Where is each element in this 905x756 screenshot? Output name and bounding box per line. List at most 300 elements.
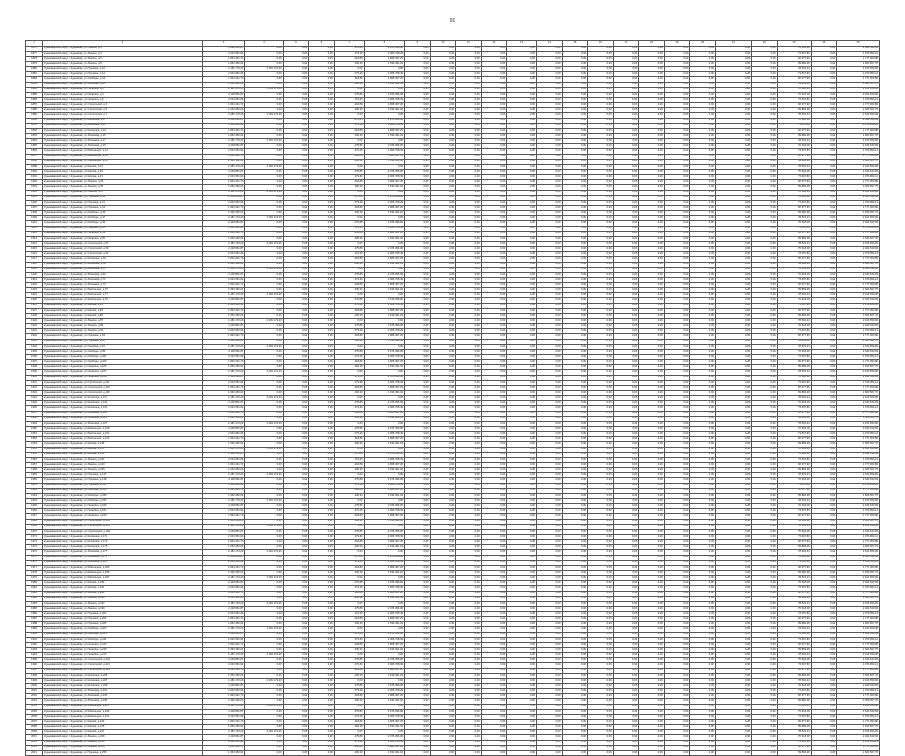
value-cell: 0,00 xyxy=(639,200,665,205)
value-cell: 0,00 xyxy=(537,339,563,344)
value-cell: 0,00 xyxy=(405,293,431,298)
address-cell: Кудымкарский округ, г.Кудымкар, ул.Строителей, д.221 xyxy=(43,663,203,668)
value-cell: 0,00 xyxy=(309,56,335,61)
value-cell: 0,00 xyxy=(664,355,690,360)
value-cell: 0,00 xyxy=(283,740,309,745)
value-cell: 0,00 xyxy=(613,684,639,689)
value-cell: 0,00 xyxy=(245,46,283,51)
address-cell: Кудымкарский округ, г.Кудымкар, ул.Ленина, д.5 xyxy=(43,56,203,61)
value-cell: 0,00 xyxy=(752,355,778,360)
value-cell: 0,00 xyxy=(811,689,837,694)
address-cell: Кудымкарский округ, г.Кудымкар, ул.Революции, д.129 xyxy=(43,427,203,432)
value-cell: 0,00 xyxy=(405,529,431,534)
value-cell: 0,00 xyxy=(562,391,588,396)
value-cell: 0,00 xyxy=(613,570,639,575)
value-cell: 0,00 xyxy=(245,391,283,396)
value-cell: 0,00 xyxy=(588,365,614,370)
value-cell: 0,00 xyxy=(430,684,456,689)
address-cell: Кудымкарский округ, г.Кудымкар, ул.Ленина, д.3 xyxy=(43,51,203,56)
value-cell: 0,00 xyxy=(690,195,716,200)
value-cell: 0,00 xyxy=(664,406,690,411)
value-cell: 0,00 xyxy=(481,534,507,539)
value-cell: 0,00 xyxy=(562,750,588,755)
value-cell: 1 808 467,25 xyxy=(364,565,404,570)
value-cell: 0,00 xyxy=(456,247,482,252)
row-number-cell: 1880 xyxy=(26,67,43,72)
value-cell: 73 607,80 xyxy=(777,560,811,565)
value-cell: 0,00 xyxy=(507,678,537,683)
value-cell: 0,00 xyxy=(481,344,507,349)
value-cell: 1 603 567,76 xyxy=(837,185,880,190)
value-cell: 1 630 461,94 xyxy=(364,62,404,67)
value-cell: 0,00 xyxy=(283,349,309,354)
value-cell: 0,00 xyxy=(456,534,482,539)
value-cell: 0,00 xyxy=(405,550,431,555)
value-cell: 1 777 063,80 xyxy=(837,154,880,159)
value-cell: 0,00 xyxy=(405,648,431,653)
value-cell: 0,00 xyxy=(752,175,778,180)
row-number-cell: 1985 xyxy=(26,606,43,611)
value-cell: 0,00 xyxy=(481,360,507,365)
value-cell: 0,00 xyxy=(283,272,309,277)
value-cell: 0,00 xyxy=(715,750,751,755)
value-cell: 0,00 xyxy=(811,653,837,658)
value-cell: 0,00 xyxy=(405,678,431,683)
value-cell: 0,00 xyxy=(430,128,456,133)
value-cell: 0,00 xyxy=(481,637,507,642)
value-cell: 473,46 xyxy=(334,689,364,694)
value-cell: 0,00 xyxy=(309,735,335,740)
value-cell: 0,00 xyxy=(507,416,537,421)
value-cell: 0,00 xyxy=(481,288,507,293)
value-cell: 0,00 xyxy=(309,725,335,730)
value-cell: 0,00 xyxy=(752,154,778,159)
value-cell: 0,00 xyxy=(309,519,335,524)
value-cell: 0,00 xyxy=(690,632,716,637)
value-cell: 1 808 467,25 xyxy=(364,334,404,339)
value-cell: 0,00 xyxy=(562,570,588,575)
value-cell: 400,30 xyxy=(334,133,364,138)
value-cell: 1 808 467,25 xyxy=(364,617,404,622)
value-cell: 2 102 650,96 xyxy=(837,87,880,92)
value-cell: 0,00 xyxy=(690,169,716,174)
value-cell: 0,00 xyxy=(715,457,751,462)
value-cell: 0,00 xyxy=(456,175,482,180)
value-cell: 66 377,90 xyxy=(777,205,811,210)
address-cell: Кудымкарский округ, г.Кудымкар, ул.Ленина, д.87 xyxy=(43,319,203,324)
value-cell: 0,00 xyxy=(639,283,665,288)
value-cell: 0,00 xyxy=(537,175,563,180)
address-cell: Кудымкарский округ, г.Кудымкар, ул.Революции, д.25 xyxy=(43,159,203,164)
value-cell: 0,00 xyxy=(715,560,751,565)
value-cell: 0,00 xyxy=(664,118,690,123)
value-cell: 0,00 xyxy=(811,216,837,221)
value-cell: 0,00 xyxy=(664,82,690,87)
value-cell: 2 076 396,96 xyxy=(364,606,404,611)
value-cell: 0,00 xyxy=(562,288,588,293)
value-cell: 0,00 xyxy=(715,144,751,149)
value-cell: 0,00 xyxy=(283,498,309,503)
value-cell: 0,00 xyxy=(364,678,404,683)
value-cell: 0,00 xyxy=(430,226,456,231)
value-cell: 473,46 xyxy=(334,51,364,56)
value-cell: 1 843 441,70 xyxy=(202,565,245,570)
value-cell: 0,00 xyxy=(639,684,665,689)
value-cell: 0,00 xyxy=(639,262,665,267)
row-number-cell: 1949 xyxy=(26,421,43,426)
value-cell: 0,00 xyxy=(245,720,283,725)
value-cell: 0,00 xyxy=(507,725,537,730)
value-cell: 0,00 xyxy=(405,360,431,365)
value-cell: 0,00 xyxy=(811,180,837,185)
value-cell: 2 042 543,69 xyxy=(837,46,880,51)
value-cell: 0,00 xyxy=(309,648,335,653)
value-cell: 0,00 xyxy=(537,396,563,401)
value-cell: 418,89 xyxy=(334,591,364,596)
value-cell: 0,00 xyxy=(283,750,309,755)
value-cell: 2 118 861,87 xyxy=(202,375,245,380)
value-cell: 0,00 xyxy=(283,180,309,185)
value-cell: 0,00 xyxy=(537,427,563,432)
value-cell: 473,46 xyxy=(334,714,364,719)
value-cell: 0,00 xyxy=(245,493,283,498)
value-cell: 1 970 954,14 xyxy=(837,226,880,231)
value-cell: 418,89 xyxy=(334,283,364,288)
row-number-cell: 1974 xyxy=(26,550,43,555)
value-cell: 0,00 xyxy=(715,380,751,385)
value-cell: 0,00 xyxy=(245,98,283,103)
value-cell: 0,00 xyxy=(430,221,456,226)
value-cell: 0,00 xyxy=(613,113,639,118)
address-cell: Кудымкарский округ, г.Кудымкар, ул.Ленина, д.1 xyxy=(43,46,203,51)
value-cell: 0,00 xyxy=(639,92,665,97)
value-cell: 0,00 xyxy=(507,457,537,462)
value-cell: 0,00 xyxy=(283,195,309,200)
value-cell: 0,00 xyxy=(715,416,751,421)
row-number-cell: 1964 xyxy=(26,498,43,503)
value-cell: 1 970 954,14 xyxy=(837,509,880,514)
value-cell: 0,00 xyxy=(664,98,690,103)
value-cell: 0,00 xyxy=(588,606,614,611)
value-cell: 0,00 xyxy=(639,180,665,185)
value-cell: 0,00 xyxy=(562,303,588,308)
value-cell: 0,00 xyxy=(752,406,778,411)
value-cell: 0,00 xyxy=(664,478,690,483)
value-cell: 2 181 173,20 xyxy=(202,396,245,401)
value-cell: 0,00 xyxy=(309,622,335,627)
value-cell: 1 630 461,94 xyxy=(364,185,404,190)
value-cell: 0,00 xyxy=(811,534,837,539)
value-cell: 475,86 xyxy=(334,195,364,200)
value-cell: 2 006 708,49 xyxy=(364,714,404,719)
row-number-cell: 1905 xyxy=(26,195,43,200)
value-cell: 0,00 xyxy=(752,380,778,385)
value-cell: 0,00 xyxy=(639,740,665,745)
value-cell: 0,00 xyxy=(283,576,309,581)
value-cell: 78 522,24 xyxy=(777,498,811,503)
value-cell: 2 102 650,96 xyxy=(837,524,880,529)
value-cell: 0,00 xyxy=(481,493,507,498)
value-cell: 0,00 xyxy=(283,267,309,272)
value-cell: 0,00 xyxy=(664,149,690,154)
value-cell: 0,00 xyxy=(562,740,588,745)
value-cell: 0,00 xyxy=(613,139,639,144)
value-cell: 0,00 xyxy=(664,293,690,298)
value-cell: 0,00 xyxy=(405,658,431,663)
address-cell: Кудымкарский округ, г.Кудымкар, ул.Лихачева, д.73 xyxy=(43,283,203,288)
value-cell: 1 630 461,94 xyxy=(364,391,404,396)
value-cell: 0,00 xyxy=(481,180,507,185)
value-cell: 0,00 xyxy=(690,370,716,375)
value-cell: 0,00 xyxy=(562,745,588,750)
value-cell: 0,00 xyxy=(588,236,614,241)
value-cell: 0,00 xyxy=(430,308,456,313)
value-cell: 0,00 xyxy=(613,205,639,210)
value-cell: 0,00 xyxy=(309,632,335,637)
address-cell: Кудымкарский округ, г.Кудымкар, ул.Строителей, д.169 xyxy=(43,529,203,534)
value-cell: 0,00 xyxy=(283,483,309,488)
value-cell: 2 118 861,87 xyxy=(202,658,245,663)
value-cell: 2 181 173,20 xyxy=(202,344,245,349)
value-cell: 0,00 xyxy=(456,154,482,159)
value-cell: 0,00 xyxy=(507,488,537,493)
value-cell: 0,00 xyxy=(639,648,665,653)
value-cell: 0,00 xyxy=(283,529,309,534)
value-cell: 0,00 xyxy=(405,103,431,108)
value-cell: 0,00 xyxy=(811,257,837,262)
value-cell: 0,00 xyxy=(430,694,456,699)
value-cell: 0,00 xyxy=(456,51,482,56)
value-cell: 0,00 xyxy=(664,185,690,190)
value-cell: 0,00 xyxy=(752,391,778,396)
value-cell: 0,00 xyxy=(752,735,778,740)
value-cell: 0,00 xyxy=(690,606,716,611)
value-cell: 1 843 441,70 xyxy=(202,642,245,647)
value-cell: 0,00 xyxy=(481,313,507,318)
value-cell: 0,00 xyxy=(639,658,665,663)
value-cell: 475,86 xyxy=(334,118,364,123)
value-cell: 0,00 xyxy=(283,586,309,591)
value-cell: 0,00 xyxy=(430,339,456,344)
value-cell: 0,00 xyxy=(405,262,431,267)
value-cell: 0,00 xyxy=(613,216,639,221)
value-cell: 0,00 xyxy=(588,180,614,185)
value-cell: 0,00 xyxy=(664,123,690,128)
value-cell: 473,46 xyxy=(334,355,364,360)
value-cell: 0,00 xyxy=(430,421,456,426)
value-cell: 0,00 xyxy=(507,149,537,154)
value-cell: 0,00 xyxy=(405,694,431,699)
value-cell: 2 118 861,87 xyxy=(202,349,245,354)
value-cell: 0,00 xyxy=(752,303,778,308)
value-cell: 0,00 xyxy=(430,236,456,241)
value-cell: 2 044 561,94 xyxy=(202,534,245,539)
value-cell: 0,00 xyxy=(537,406,563,411)
value-cell: 0,00 xyxy=(481,632,507,637)
value-cell: 0,00 xyxy=(715,421,751,426)
value-cell: 0,00 xyxy=(690,642,716,647)
value-cell: 0,00 xyxy=(613,699,639,704)
row-number-cell: 1878 xyxy=(26,56,43,61)
value-cell: 0,00 xyxy=(639,529,665,534)
value-cell: 0,00 xyxy=(405,406,431,411)
row-number-cell: 1901 xyxy=(26,175,43,180)
value-cell: 0,00 xyxy=(690,283,716,288)
value-cell: 0,00 xyxy=(507,514,537,519)
value-cell: 0,00 xyxy=(507,375,537,380)
value-cell: 0,00 xyxy=(715,241,751,246)
value-cell: 78 522,24 xyxy=(777,139,811,144)
value-cell: 475,86 xyxy=(334,581,364,586)
row-number-cell: 1896 xyxy=(26,149,43,154)
row-number-cell: 1889 xyxy=(26,113,43,118)
value-cell: 473,46 xyxy=(334,637,364,642)
value-cell: 1 777 063,80 xyxy=(837,437,880,442)
value-cell: 0,00 xyxy=(562,267,588,272)
value-cell: 0,00 xyxy=(613,493,639,498)
value-cell: 2 181 173,20 xyxy=(245,421,283,426)
value-cell: 0,00 xyxy=(309,411,335,416)
value-cell: 0,00 xyxy=(309,92,335,97)
value-cell: 0,00 xyxy=(715,745,751,750)
value-cell: 0,00 xyxy=(405,82,431,87)
value-cell: 0,00 xyxy=(715,627,751,632)
value-cell: 1 603 567,76 xyxy=(837,108,880,113)
value-cell: 0,00 xyxy=(507,103,537,108)
value-cell: 0,00 xyxy=(690,468,716,473)
value-cell: 0,00 xyxy=(245,231,283,236)
value-cell: 0,00 xyxy=(537,252,563,257)
value-cell: 59 884,28 xyxy=(777,159,811,164)
value-cell: 0,00 xyxy=(405,62,431,67)
row-number-cell: 1980 xyxy=(26,581,43,586)
value-cell: 0,00 xyxy=(405,735,431,740)
value-cell: 0,00 xyxy=(613,339,639,344)
value-cell: 400,30 xyxy=(334,108,364,113)
value-cell: 66 377,90 xyxy=(777,334,811,339)
value-cell: 0,00 xyxy=(283,308,309,313)
value-cell: 0,00 xyxy=(613,668,639,673)
value-cell: 2 042 543,69 xyxy=(837,427,880,432)
value-cell: 418,89 xyxy=(334,488,364,493)
value-cell: 0,00 xyxy=(430,344,456,349)
value-cell: 0,00 xyxy=(811,545,837,550)
value-cell: 2 006 708,49 xyxy=(364,149,404,154)
value-cell: 0,00 xyxy=(639,427,665,432)
value-cell: 0,00 xyxy=(690,133,716,138)
value-cell: 0,00 xyxy=(588,221,614,226)
value-cell: 1 843 441,70 xyxy=(202,591,245,596)
value-cell: 0,00 xyxy=(613,329,639,334)
address-cell: Кудымкарский округ, г.Кудымкар, ул.Свободы, д.45 xyxy=(43,211,203,216)
value-cell: 0,00 xyxy=(309,298,335,303)
value-cell: 0,00 xyxy=(430,540,456,545)
value-cell: 0,00 xyxy=(562,72,588,77)
value-cell: 0,00 xyxy=(690,190,716,195)
value-cell: 0,00 xyxy=(664,200,690,205)
value-cell: 0,00 xyxy=(456,576,482,581)
value-cell: 0,00 xyxy=(405,123,431,128)
value-cell: 0,00 xyxy=(334,164,364,169)
value-cell: 0,00 xyxy=(811,118,837,123)
value-cell: 1 777 063,80 xyxy=(837,56,880,61)
value-cell: 0,00 xyxy=(430,200,456,205)
value-cell: 400,30 xyxy=(334,365,364,370)
value-cell: 1 777 063,80 xyxy=(837,77,880,82)
value-cell: 0,00 xyxy=(715,154,751,159)
value-cell: 0,00 xyxy=(456,694,482,699)
value-cell: 0,00 xyxy=(245,637,283,642)
value-cell: 78 522,24 xyxy=(777,344,811,349)
value-cell: 1 663 452,04 xyxy=(202,185,245,190)
value-cell: 0,00 xyxy=(752,98,778,103)
value-cell: 0,00 xyxy=(430,262,456,267)
value-cell: 0,00 xyxy=(456,324,482,329)
value-cell: 2 102 650,96 xyxy=(837,396,880,401)
value-cell: 1 777 063,80 xyxy=(837,308,880,313)
value-cell: 0,00 xyxy=(430,72,456,77)
value-cell: 0,00 xyxy=(309,175,335,180)
value-cell: 0,00 xyxy=(715,540,751,545)
value-cell: 0,00 xyxy=(405,663,431,668)
value-cell: 0,00 xyxy=(245,622,283,627)
value-cell: 0,00 xyxy=(690,519,716,524)
value-cell: 0,00 xyxy=(690,226,716,231)
value-cell: 0,00 xyxy=(456,375,482,380)
value-cell: 0,00 xyxy=(639,622,665,627)
value-cell: 0,00 xyxy=(613,277,639,282)
value-cell: 0,00 xyxy=(613,504,639,509)
value-cell: 0,00 xyxy=(690,231,716,236)
value-cell: 0,00 xyxy=(715,406,751,411)
value-cell: 0,00 xyxy=(309,231,335,236)
value-cell: 2 118 861,87 xyxy=(202,298,245,303)
value-cell: 0,00 xyxy=(639,591,665,596)
value-cell: 0,00 xyxy=(752,169,778,174)
value-cell: 0,00 xyxy=(245,411,283,416)
value-cell: 0,00 xyxy=(309,128,335,133)
value-cell: 0,00 xyxy=(405,46,431,51)
value-cell: 0,00 xyxy=(752,663,778,668)
value-cell: 1 630 461,94 xyxy=(364,570,404,575)
value-cell: 0,00 xyxy=(283,678,309,683)
value-cell: 473,46 xyxy=(334,98,364,103)
value-cell: 0,00 xyxy=(664,288,690,293)
value-cell: 0,00 xyxy=(283,545,309,550)
value-cell: 0,00 xyxy=(405,355,431,360)
value-cell: 473,46 xyxy=(334,200,364,205)
value-cell: 0,00 xyxy=(481,380,507,385)
value-cell: 0,00 xyxy=(283,205,309,210)
value-cell: 0,00 xyxy=(639,555,665,560)
value-cell: 0,00 xyxy=(752,236,778,241)
value-cell: 0,00 xyxy=(283,421,309,426)
value-cell: 0,00 xyxy=(283,293,309,298)
value-cell: 0,00 xyxy=(613,257,639,262)
value-cell: 0,00 xyxy=(537,709,563,714)
value-cell: 0,00 xyxy=(283,411,309,416)
address-cell: Кудымкарский округ, г.Кудымкар, ул.Революции, д.239 xyxy=(43,709,203,714)
value-cell: 0,00 xyxy=(309,334,335,339)
value-cell: 0,00 xyxy=(283,98,309,103)
value-cell: 0,00 xyxy=(588,704,614,709)
value-cell: 0,00 xyxy=(481,396,507,401)
value-cell: 0,00 xyxy=(752,745,778,750)
value-cell: 0,00 xyxy=(562,473,588,478)
value-cell: 0,00 xyxy=(537,648,563,653)
value-cell: 0,00 xyxy=(715,252,751,257)
value-cell: 0,00 xyxy=(537,447,563,452)
